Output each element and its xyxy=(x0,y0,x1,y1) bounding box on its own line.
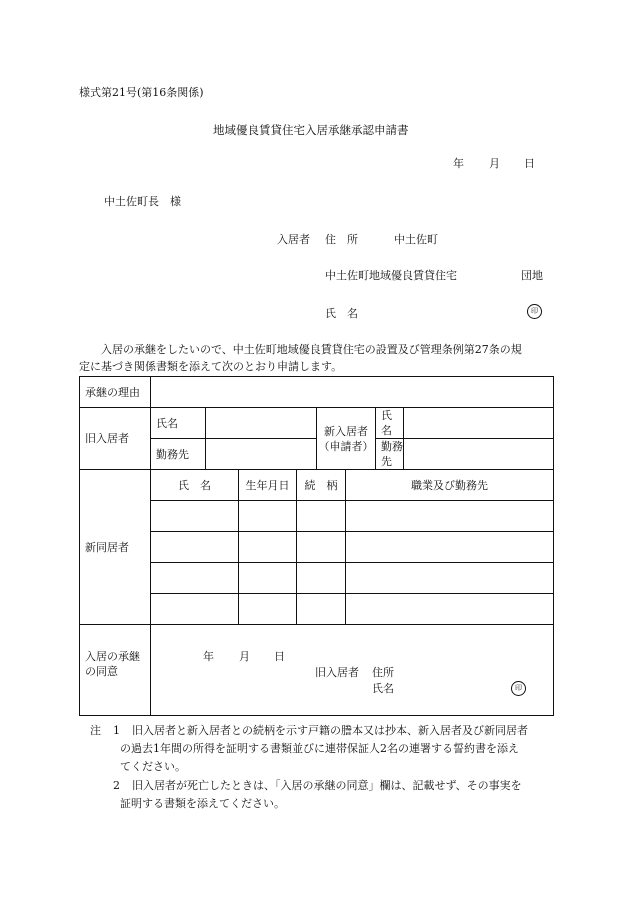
housing-name: 中土佐町地域優良賃貸住宅 xyxy=(325,269,457,282)
consent-name-label: 氏名 xyxy=(372,682,394,695)
new-resident-label-line1: 新入居者 xyxy=(324,424,368,438)
notes-prefix: 注 xyxy=(90,724,101,737)
applicant-seal-icon xyxy=(527,303,542,319)
date-year-label: 年 xyxy=(453,157,464,170)
cohabitant-relation-cell[interactable] xyxy=(297,563,346,594)
cohabitant-name-cell[interactable] xyxy=(151,501,239,532)
col-header-name: 氏 名 xyxy=(151,470,239,501)
reason-label: 承継の理由 xyxy=(80,377,151,408)
new-name-field[interactable] xyxy=(404,408,554,439)
cohabitant-job-cell[interactable] xyxy=(346,501,554,532)
consent-seal-icon: 印 xyxy=(511,681,526,696)
date-month-label: 月 xyxy=(489,157,500,170)
col-header-job: 職業及び勤務先 xyxy=(346,470,554,501)
date-day-label: 日 xyxy=(524,157,535,170)
applicant-role-label: 入居者 xyxy=(277,233,310,246)
cohabitant-birth-cell[interactable] xyxy=(239,594,297,625)
former-work-field[interactable] xyxy=(206,439,317,470)
cohabitant-relation-cell[interactable] xyxy=(297,501,346,532)
consent-day-label: 日 xyxy=(274,650,285,663)
intro-line-1: 入居の承継をしたいので、中土佐町地域優良賃貸住宅の設置及び管理条例第27条の規 xyxy=(101,343,522,356)
new-resident-label-line2: （申請者） xyxy=(318,439,374,453)
cohabitant-name-cell[interactable] xyxy=(151,563,239,594)
former-name-field[interactable] xyxy=(206,408,317,439)
col-header-relation: 続 柄 xyxy=(297,470,346,501)
cohabitant-name-cell[interactable] xyxy=(151,532,239,563)
cohabitant-job-cell[interactable] xyxy=(346,563,554,594)
note-1-line-1: 旧入居者と新入居者との続柄を示す戸籍の謄本又は抄本、新入居者及び新同居者 xyxy=(132,724,528,737)
consent-month-label: 月 xyxy=(239,650,250,663)
cohabitant-job-cell[interactable] xyxy=(346,532,554,563)
document-title: 地域優良賃貸住宅入居承継承認申請書 xyxy=(213,123,409,137)
consent-field[interactable] xyxy=(151,625,554,716)
former-work-label: 勤務先 xyxy=(151,439,206,470)
cohabitant-relation-cell[interactable] xyxy=(297,594,346,625)
consent-label xyxy=(80,625,151,716)
cohabitant-birth-cell[interactable] xyxy=(239,532,297,563)
col-header-birth: 生年月日 xyxy=(239,470,297,501)
cohabitant-job-cell[interactable] xyxy=(346,594,554,625)
complex-label: 団地 xyxy=(521,269,543,282)
applicant-address-label: 住 所 xyxy=(325,233,358,246)
former-resident-label: 旧入居者 xyxy=(80,408,151,470)
cohabitant-birth-cell[interactable] xyxy=(239,501,297,532)
addressee: 中土佐町長 様 xyxy=(104,195,181,208)
consent-label-line1: 入居の承継 xyxy=(85,650,140,663)
cohabitant-birth-cell[interactable] xyxy=(239,563,297,594)
note-1-line-3: てください。 xyxy=(120,760,186,773)
note-2-number: 2 xyxy=(113,779,120,792)
cohabitant-relation-cell[interactable] xyxy=(297,532,346,563)
former-name-label: 氏名 xyxy=(151,408,206,439)
new-name-label: 氏 名 xyxy=(376,408,404,439)
cohabitant-name-cell[interactable] xyxy=(151,594,239,625)
application-form-table xyxy=(79,376,554,716)
form-reference: 様式第21号(第16条関係) xyxy=(79,86,204,99)
new-work-field[interactable] xyxy=(404,439,554,470)
consent-label-line2: の同意 xyxy=(85,665,118,678)
note-2-line-2: 証明する書類を添えてください。 xyxy=(120,797,285,810)
applicant-address-value: 中土佐町 xyxy=(394,233,438,246)
cohabitant-label: 新同居者 xyxy=(80,470,151,625)
new-resident-label xyxy=(317,408,376,470)
note-1-number: 1 xyxy=(113,724,120,737)
note-2-line-1: 旧入居者が死亡したときは、「入居の承継の同意」欄は、記載せず、その事実を xyxy=(132,779,522,792)
consent-address-label: 住所 xyxy=(372,666,394,679)
consent-year-label: 年 xyxy=(203,650,214,663)
seal-mark: 印 xyxy=(527,304,542,319)
applicant-name-label: 氏 名 xyxy=(325,307,358,320)
reason-field[interactable] xyxy=(151,377,554,408)
note-1-line-2: の過去1年間の所得を証明する書類並びに連帯保証人2名の連署する誓約書を添え xyxy=(120,742,519,755)
new-work-label: 勤務先 xyxy=(376,439,404,470)
intro-line-2: 定に基づき関係書類を添えて次のとおり申請します。 xyxy=(79,360,343,373)
consent-former-label: 旧入居者 xyxy=(315,666,359,679)
